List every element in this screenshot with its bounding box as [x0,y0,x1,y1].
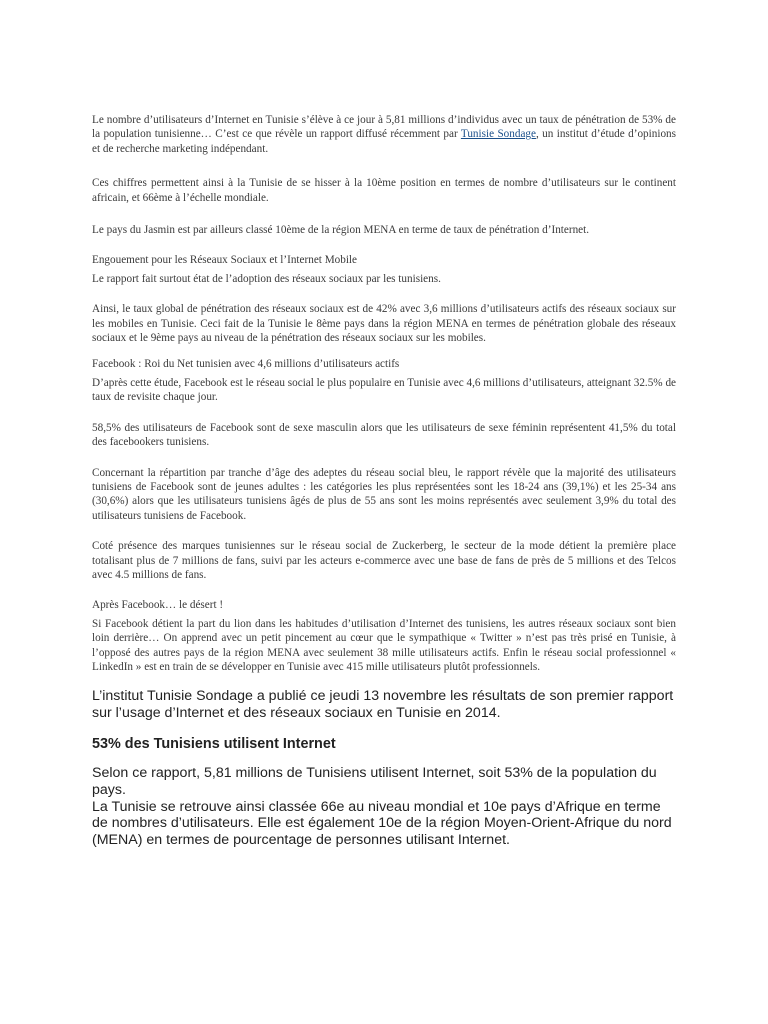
heading-after-facebook: Après Facebook… le désert ! [92,599,224,612]
heading-social-mobile: Engouement pour les Réseaux Sociaux et l’Internet Mobile [92,254,358,267]
paragraph-report: Le rapport fait surtout état de l’adoption des réseaux sociaux par les tunisiens. [92,272,441,285]
paragraph-institute: L’institut Tunisie Sondage a publié ce jeudi 13 novembre les résultats de son premier rapport sur l’usage d’Internet et des réseaux sociaux en Tunisie en 2014. [92,688,674,722]
heading-53-percent: 53% des Tunisiens utilisent Internet [92,735,336,752]
paragraph-mena: Le pays du Jasmin est par ailleurs classé 10ème de la région MENA en terme de taux de pénétration d’Internet. [92,224,590,237]
paragraph-facebook-study: D’après cette étude, Facebook est le réseau social le plus populaire en Tunisie avec 4,6 millions d’utilisateurs, atteignant 32.5% de taux de revisite chaque jour. [92,376,676,404]
paragraph-age: Concernant la répartition par tranche d’âge des adeptes du réseau social bleu, le rapport révèle que la majorité des utilisateurs tunisiens de Facebook sont de jeunes adultes : les catégories les plus représentées sont les 18-24 ans (39,1%) et les 25-34 ans (30,6%) alors que les utilisateurs tunisiens âgés de plus de 55 ans sont les moins représentés avec seulement 3,9% du total des utilisateurs tunisiens de Facebook. [92,466,676,522]
paragraph-ranking: Ces chiffres permettent ainsi à la Tunisie de se hisser à la 10ème position en termes de nombre d’utilisateurs sur le continent africain, et 66ème à l’échelle mondiale. [92,177,676,204]
tunisie-sondage-link[interactable]: Tunisie Sondage [460,128,536,141]
heading-facebook: Facebook : Roi du Net tunisien avec 4,6 millions d’utilisateurs actifs [92,358,400,371]
paragraph-other-networks: Si Facebook détient la part du lion dans les habitudes d’utilisation d’Internet des tunisiens, les autres réseaux sociaux sont bien loin derrière… On apprend avec un petit pincement au cœur que le sympathique « Twitter » n’est pas très prisé en Tunisie, à l’opposé des autres pays de la région MENA avec seulement 38 mille utilisateurs actifs. Enfin le réseau social professionnel « LinkedIn » est en train de se développer en Tunisie avec 415 mille utilisateurs plutôt professionnels. [92,617,676,673]
paragraph-gender: 58,5% des utilisateurs de Facebook sont de sexe masculin alors que les utilisateurs de sexe féminin représentent 41,5% du total des facebookers tunisiens. [92,421,676,449]
intro-text-end: , un institut d’étude d’opinions et de recherche marketing indépendant. [92,128,676,155]
paragraph-classification: La Tunisie se retrouve ainsi classée 66e au niveau mondial et 10e pays d’Afrique en terme de nombres d’utilisateurs. Elle est également 10e de la région Moyen-Orient-Afrique du nord (MENA) en termes de pourcentage de personnes utilisant Internet. [92,798,672,849]
paragraph-intro [92,113,676,156]
intro-text: Le nombre d’utilisateurs d’Internet en Tunisie s’élève à ce jour à 5,81 millions d’individus avec un taux de pénétration de 53% de la population tunisienne… C’est ce que révèle un rapport diffusé récemment par [92,114,676,141]
document-page [92,113,676,849]
paragraph-penetration: Ainsi, le taux global de pénétration des réseaux sociaux est de 42% avec 3,6 millions d’utilisateurs actifs des réseaux sociaux sur les mobiles en Tunisie. Ceci fait de la Tunisie le 8ème pays dans la région MENA en termes de pénétration globale des réseaux sociaux et le 9ème pays au niveau de la pénétration des réseaux sociaux sur les mobiles. [92,303,676,345]
paragraph-brands: Coté présence des marques tunisiennes sur le réseau social de Zuckerberg, le secteur de la mode détient la première place totalisant plus de 7 millions de fans, suivi par les acteurs e-commerce avec une base de fans de près de 5 millions et des Telcos avec 4.5 millions de fans. [92,540,676,581]
paragraph-users-count: Selon ce rapport, 5,81 millions de Tunisiens utilisent Internet, soit 53% de la population du pays. [92,764,657,798]
